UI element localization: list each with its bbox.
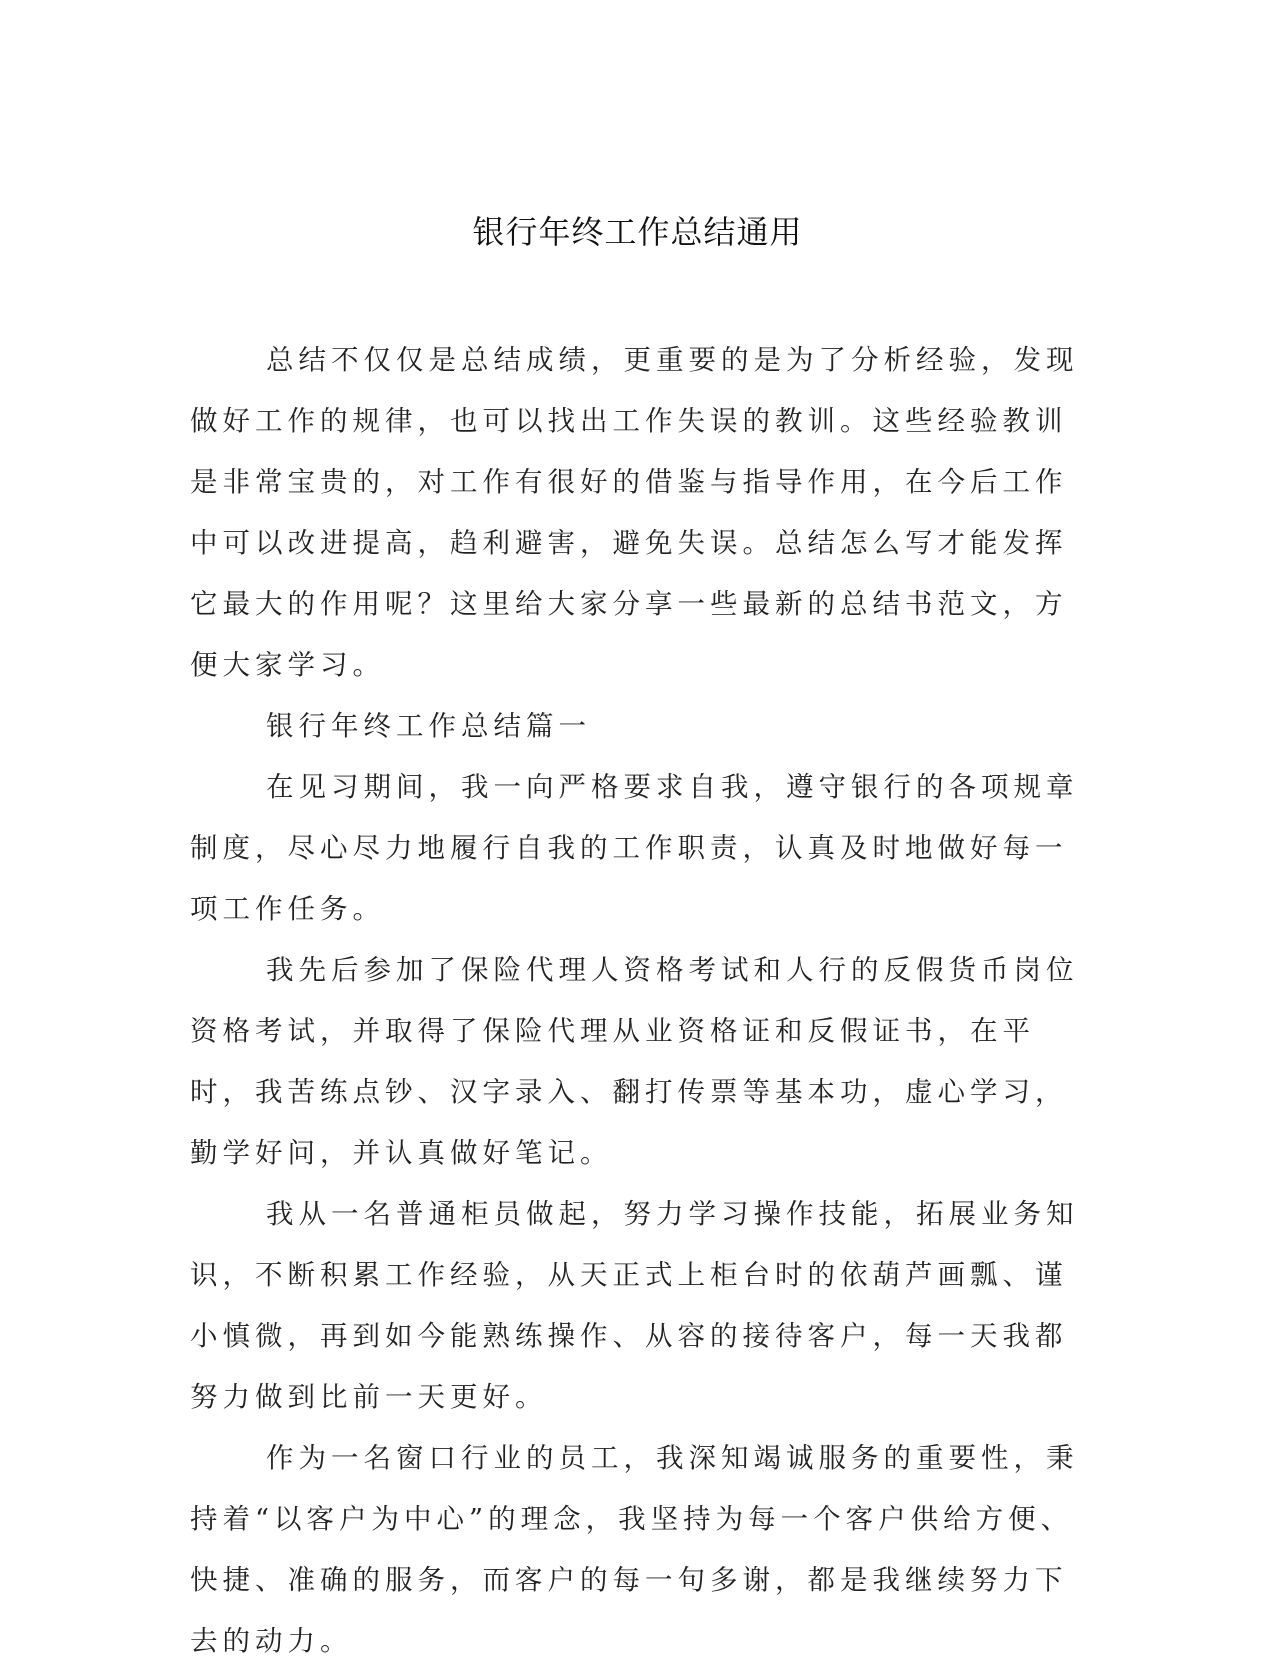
paragraph-internship: 在见习期间，我一向严格要求自我，遵守银行的各项规章制度，尽心尽力地履行自我的工作职责，认真及时地做好每一项工作任务。	[190, 771, 1079, 925]
document-body	[190, 330, 1080, 1672]
section-heading: 银行年终工作总结篇一	[266, 710, 591, 742]
paragraph-customer-service: 作为一名窗口行业的员工，我深知竭诚服务的重要性，秉持着“以客户为中心”的理念，我坚持为每一个客户供给方便、快捷、准确的服务，而客户的每一句多谢，都是我继续努力下去的动力。	[190, 1442, 1079, 1657]
paragraph-intro: 总结不仅仅是总结成绩，更重要的是为了分析经验，发现做好工作的规律，也可以找出工作失误的教训。这些经验教训是非常宝贵的，对工作有很好的借鉴与指导作用，在今后工作中可以改进提高，趋利避害，避免失误。总结怎么写才能发挥它最大的作用呢？这里给大家分享一些最新的总结书范文，方便大家学习。	[190, 344, 1079, 681]
document-title: 银行年终工作总结通用	[472, 213, 803, 251]
paragraph-teller-growth: 我从一名普通柜员做起，努力学习操作技能，拓展业务知识，不断积累工作经验，从天正式上柜台时的依葫芦画瓢、谨小慎微，再到如今能熟练操作、从容的接待客户，每一天我都努力做到比前一天更好。	[190, 1198, 1079, 1413]
paragraph-qualifications: 我先后参加了保险代理人资格考试和人行的反假货币岗位资格考试，并取得了保险代理从业资格证和反假证书，在平时，我苦练点钞、汉字录入、翻打传票等基本功，虚心学习，勤学好问，并认真做好笔记。	[190, 954, 1079, 1169]
